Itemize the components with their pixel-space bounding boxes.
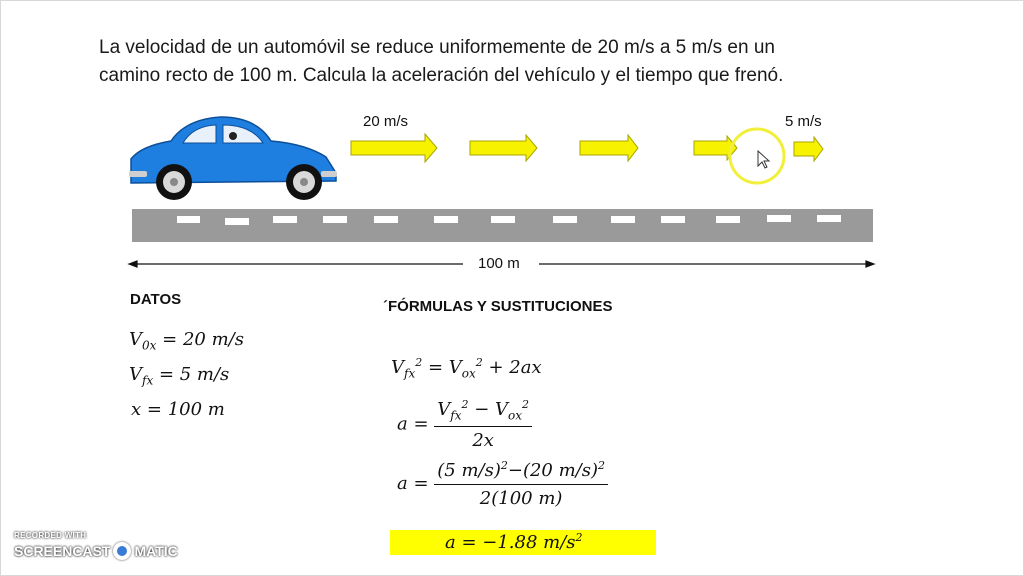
datos-x-value: 100 m	[167, 399, 225, 420]
answer-highlight	[390, 530, 656, 555]
substitution-denominator: 2(100 m)	[479, 488, 563, 509]
formula-velocity-squared: $V_{fx}^2 = V_{ox}^2 + 2ax$	[391, 356, 542, 381]
watermark-line-1: RECORDED WITH	[14, 531, 87, 540]
problem-line-2: camino recto de 100 m. Calcula la aceleración del vehículo y el tiempo que frenó.	[99, 65, 784, 86]
velocity-arrow-1	[351, 134, 437, 162]
formula-substitution: a = $\frac{(5 m/s)^2-(20 m/s)^2}{2(100 m)}$	[397, 459, 608, 509]
datos-vox: $V_{0x} = 20$ m/s	[129, 329, 244, 353]
road	[132, 209, 873, 242]
velocity-arrow-2	[470, 135, 537, 161]
cursor-highlight-ring	[730, 129, 784, 183]
problem-line-1: La velocidad de un automóvil se reduce uniformemente de 20 m/s a 5 m/s en un	[99, 37, 775, 58]
final-velocity-label: 5 m/s	[785, 113, 822, 130]
initial-velocity-label: 20 m/s	[363, 113, 409, 130]
datos-x: x = 100 m	[131, 399, 225, 420]
datos-vox-value: 20 m/s	[182, 329, 244, 350]
watermark-left: SCREENCAST	[14, 543, 111, 559]
watermark-right: MATIC	[134, 543, 178, 559]
formulas-heading: ´FÓRMULAS Y SUSTITUCIONES	[383, 298, 613, 315]
screencast-logo-icon	[113, 542, 131, 560]
substitution-numerator-right: (20 m/s)	[522, 460, 598, 481]
datos-vfx-value: 5 m/s	[179, 364, 230, 385]
formula-acceleration: a = $\frac{V_{fx}^2 - V_{ox}^2}{2x}$	[397, 398, 532, 451]
answer-text: a = −1.88 m/s	[445, 532, 576, 553]
datos-heading: DATOS	[130, 291, 182, 308]
car-illustration	[129, 117, 337, 200]
cursor-pointer-icon	[758, 151, 769, 168]
distance-label: 100 m	[478, 255, 520, 272]
datos-vfx: $V_{fx} = 5$ m/s	[129, 364, 230, 388]
answer-result: a = −1.88 $m/s^2$	[445, 531, 583, 553]
substitution-numerator-left: (5 m/s)	[437, 460, 501, 481]
velocity-arrow-3	[580, 135, 638, 161]
velocity-arrow-5	[794, 137, 823, 161]
screencast-watermark	[14, 531, 178, 560]
